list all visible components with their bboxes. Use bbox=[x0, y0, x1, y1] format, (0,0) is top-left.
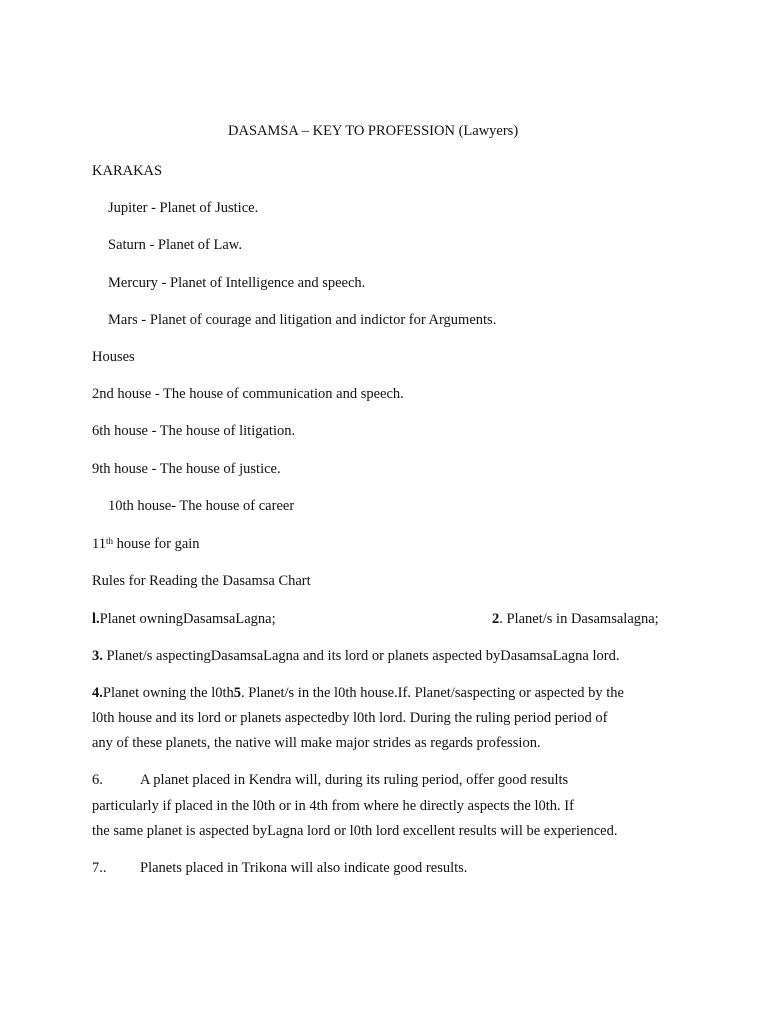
house-10th: 10th house- The house of career bbox=[108, 498, 295, 514]
rule-4-line-3: any of these planets, the native will make major strides as regards profession. bbox=[92, 735, 541, 751]
rule-4-line-2: l0th house and its lord or planets aspectedby l0th lord. During the ruling period period of bbox=[92, 710, 608, 726]
rule-4-line-1 bbox=[92, 684, 624, 702]
rule-5-number: 5 bbox=[233, 685, 242, 701]
rule-3 bbox=[92, 647, 619, 665]
karakas-heading: KARAKAS bbox=[92, 163, 163, 179]
rule-1-text: Planet owningDasamsaLagna; bbox=[99, 611, 276, 627]
karaka-mars: Mars - Planet of courage and litigation and indictor for Arguments. bbox=[108, 312, 497, 328]
rule-6-number: 6. bbox=[92, 772, 103, 788]
rule-2-number: 2 bbox=[492, 611, 500, 627]
house-2nd: 2nd house - The house of communication and speech. bbox=[92, 386, 404, 402]
rule-4-number: 4. bbox=[92, 685, 103, 701]
rule-6-line-3: the same planet is aspected byLagna lord or l0th lord excellent results will be experienced. bbox=[92, 823, 618, 839]
rules-1-2-line bbox=[92, 610, 672, 628]
rule-4-text-b: . Planet/s in the l0th house.If. Planet/saspecting or aspected by the bbox=[241, 685, 624, 701]
house-9th: 9th house - The house of justice. bbox=[92, 461, 281, 477]
rule-3-number: 3. bbox=[92, 648, 103, 664]
rule-3-text: Planet/s aspectingDasamsaLagna and its lord or planets aspected byDasamsaLagna lord. bbox=[102, 648, 620, 664]
karaka-mercury: Mercury - Planet of Intelligence and speech. bbox=[108, 275, 366, 291]
gain-text: house for gain bbox=[112, 536, 200, 552]
house-11th-gain bbox=[92, 535, 200, 553]
rule-7-text: Planets placed in Trikona will also indicate good results. bbox=[140, 860, 468, 876]
gain-number: 11 bbox=[92, 536, 106, 552]
document-title: DASAMSA – KEY TO PROFESSION (Lawyers) bbox=[228, 123, 519, 139]
houses-heading: Houses bbox=[92, 349, 135, 365]
rule-1-number: l. bbox=[92, 611, 100, 627]
rule-4-text-a: Planet owning the l0th bbox=[102, 685, 234, 701]
house-6th: 6th house - The house of litigation. bbox=[92, 423, 296, 439]
rule-6-line-2: particularly if placed in the l0th or in 4th from where he directly aspects the l0th. If bbox=[92, 798, 574, 814]
karaka-jupiter: Jupiter - Planet of Justice. bbox=[108, 200, 259, 216]
rules-heading: Rules for Reading the Dasamsa Chart bbox=[92, 573, 311, 589]
rule-2 bbox=[492, 610, 659, 628]
rule-1 bbox=[92, 611, 276, 627]
karaka-saturn: Saturn - Planet of Law. bbox=[108, 237, 242, 253]
rule-6-line-1: A planet placed in Kendra will, during its ruling period, offer good results bbox=[140, 772, 569, 788]
rule-7-number: 7.. bbox=[92, 860, 107, 876]
rule-2-text: . Planet/s in Dasamsalagna; bbox=[499, 611, 659, 627]
gain-ordinal: th bbox=[105, 536, 113, 546]
